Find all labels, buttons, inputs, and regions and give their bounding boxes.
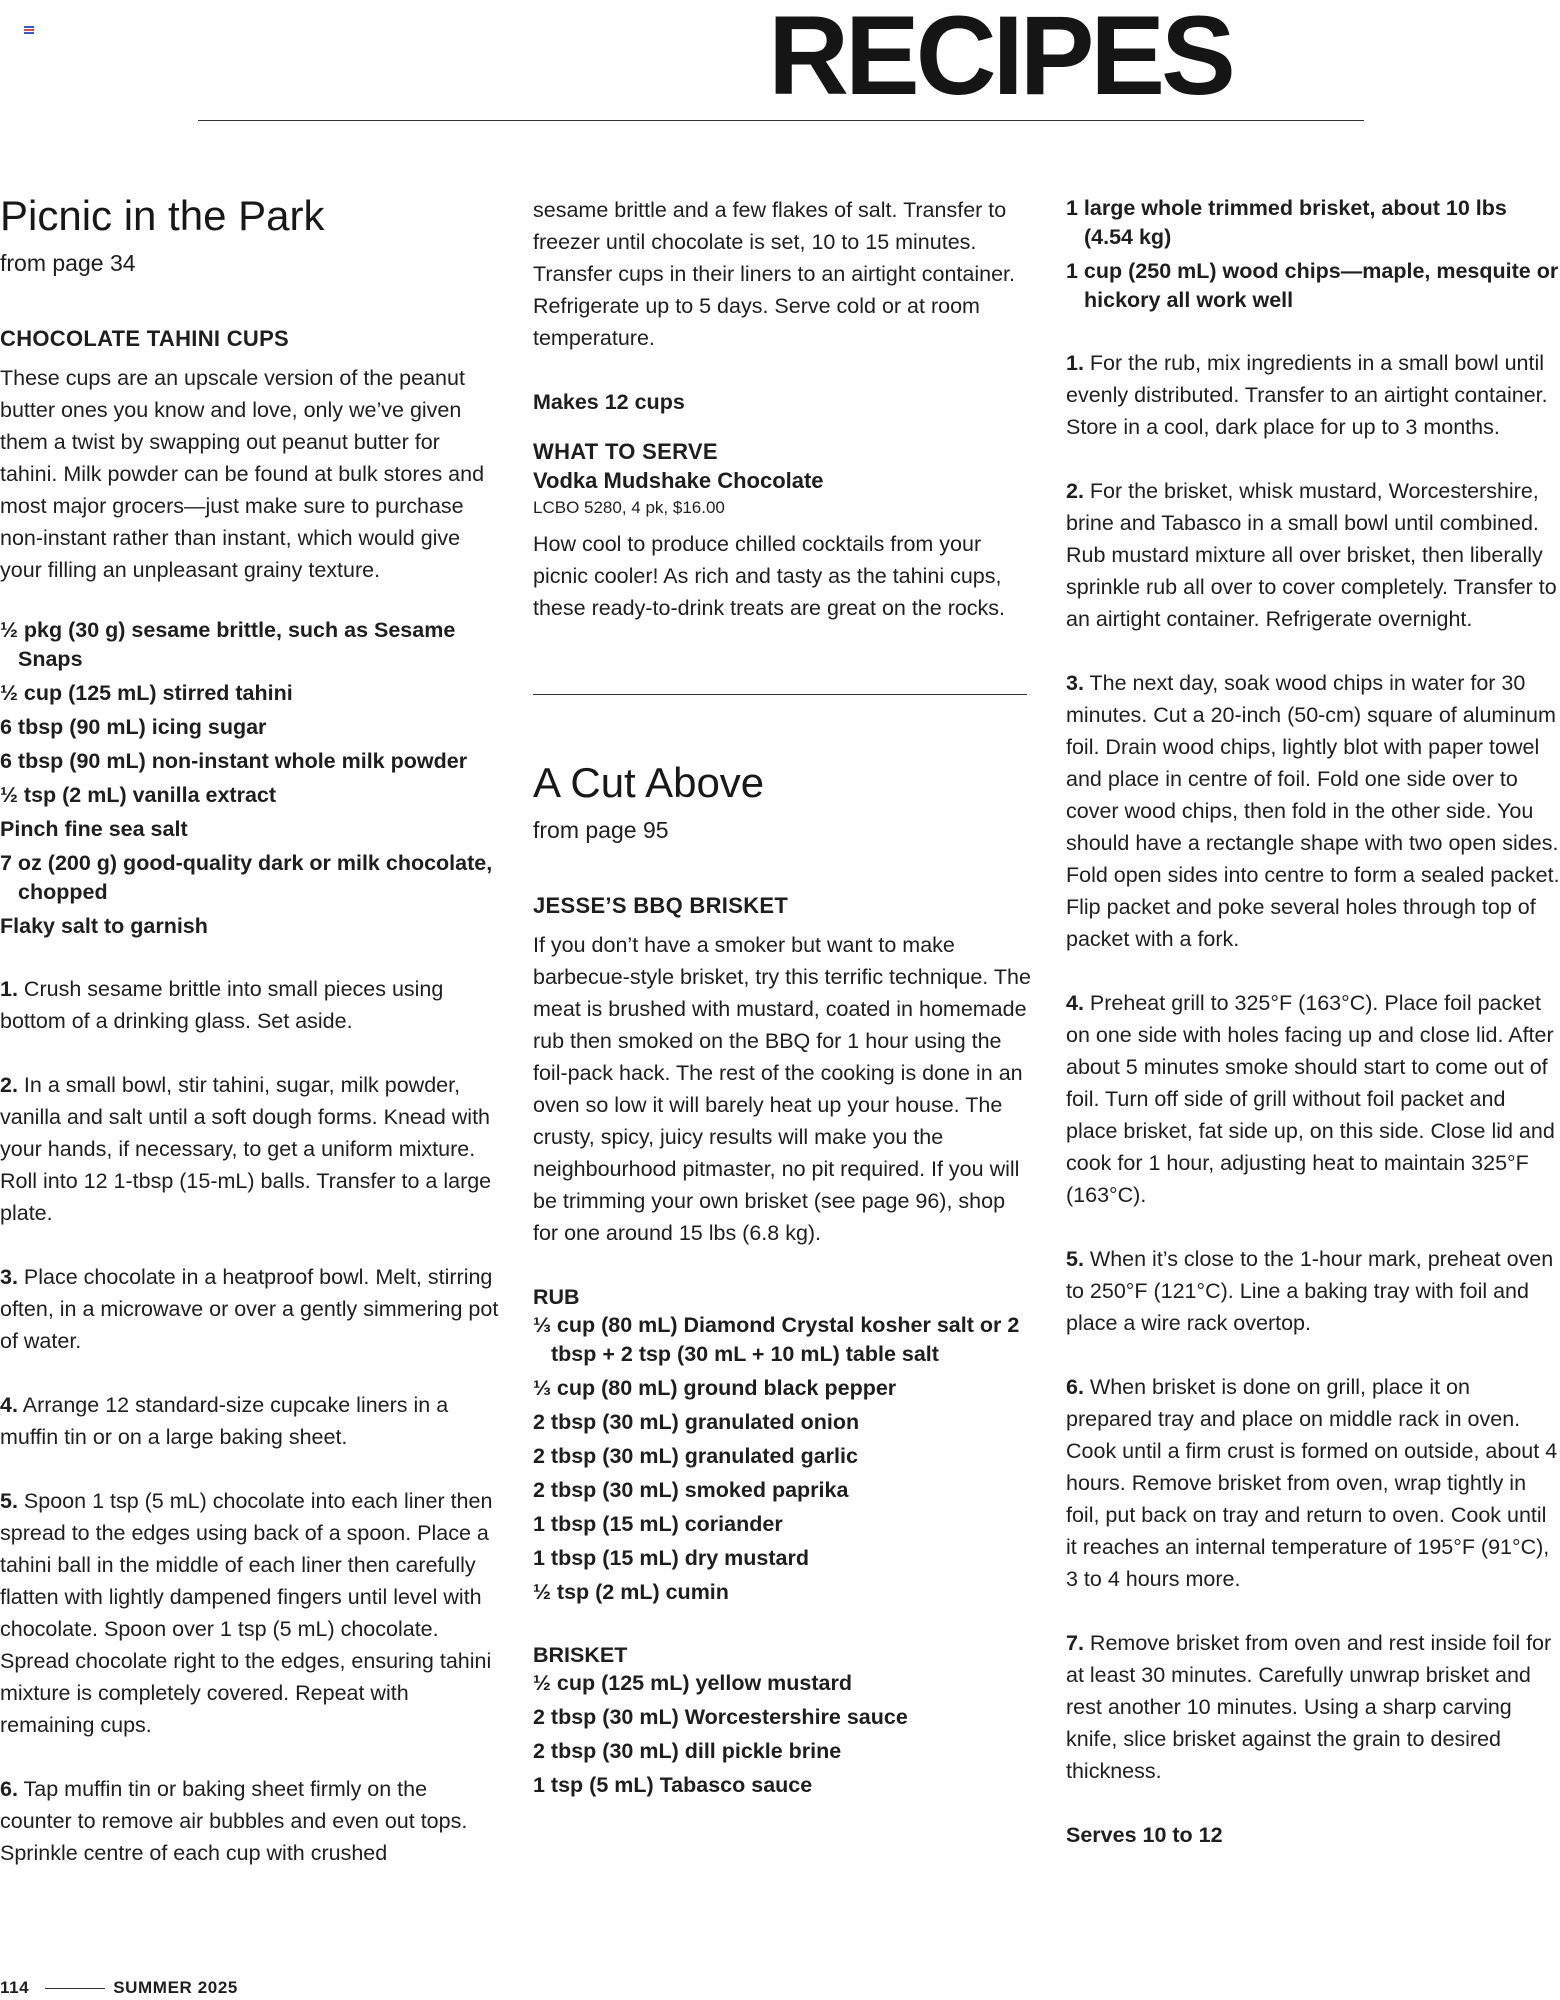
ingredient: 6 tbsp (90 mL) icing sugar (0, 715, 267, 740)
recipe-title-tahini-cups: CHOCOLATE TAHINI CUPS (0, 326, 290, 352)
brisket-ingredient-list-continued (1066, 194, 1560, 315)
method-step: 4. Preheat grill to 325°F (163°C). Place foil packet on one side with holes facing up and close lid. After about 5 minutes smoke should start to come out of foil. Turn off side of grill without foil packet and place brisket, fat side up, on this side. Close lid and cook for 1 hour, adjusting heat to maintain 325°F (163°C). (1066, 991, 1555, 1207)
ingredient: ½ pkg (30 g) sesame brittle, such as Sesame Snaps (0, 618, 456, 672)
ingredient: ½ cup (125 mL) yellow mustard (533, 1671, 853, 1696)
ingredient-list (0, 616, 500, 941)
ingredient: 2 tbsp (30 mL) granulated garlic (533, 1444, 858, 1469)
ingredient: 1 tbsp (15 mL) coriander (533, 1512, 783, 1537)
method-step: 1. Crush sesame brittle into small pieces using bottom of a drinking glass. Set aside. (0, 977, 444, 1034)
recipe-title-brisket: JESSE’S BBQ BRISKET (533, 893, 789, 919)
ingredient: 6 tbsp (90 mL) non-instant whole milk powder (0, 749, 468, 774)
ingredient: ½ cup (125 mL) stirred tahini (0, 681, 293, 706)
section-header: RECIPES (768, 0, 1232, 118)
method-step: 5. Spoon 1 tsp (5 mL) chocolate into each liner then spread to the edges using back of a spoon. Place a tahini ball in the middle of each liner then carefully flatten with lightly dampened fingers until level with chocolate. Spoon over 1 tsp (5 mL) chocolate. Spread chocolate right to the edges, ensuring tahini mixture is completely covered. Repeat with remaining cups. (0, 1489, 493, 1738)
method-step: 3. Place chocolate in a heatproof bowl. Melt, stirring often, in a microwave or over a gently simmering pot of water. (0, 1265, 499, 1354)
rub-ingredient-list (533, 1311, 1033, 1607)
ingredient: ½ tsp (2 mL) cumin (533, 1580, 729, 1605)
method-step: 3. The next day, soak wood chips in water for 30 minutes. Cut a 20-inch (50-cm) square of aluminum foil. Drain wood chips, lightly blot with paper towel and place in centre of foil. Fold one side over to cover wood chips, then fold in the other side. You should have a rectangle shape with two open sides. Fold open sides into centre to form a sealed packet. Flip packet and poke several holes through top of packet with a fork. (1066, 671, 1560, 951)
column-3 (1066, 194, 1560, 1851)
ingredient: 2 tbsp (30 mL) dill pickle brine (533, 1739, 842, 1764)
from-page-cut-above: from page 95 (533, 816, 669, 843)
ingredient: 1 large whole trimmed brisket, about 10 lbs (4.54 kg) (1066, 196, 1507, 249)
method-step: 2. For the brisket, whisk mustard, Worcestershire, brine and Tabasco in a small bowl until combined. Rub mustard mixture all over brisket, then liberally sprinkle rub all over to cover completely. Transfer to an airtight container. Refrigerate overnight. (1066, 479, 1557, 631)
rub-label: RUB (533, 1285, 580, 1310)
drink-description: How cool to produce chilled cocktails from your picnic cooler! As rich and tasty as the tahini cups, these ready-to-drink treats are great on the rocks. (533, 532, 1006, 620)
method-step-continued: sesame brittle and a few flakes of salt. Transfer to freezer until chocolate is set, 10 to 15 minutes. Transfer cups in their liners to an airtight container. Refrigerate up to 5 days. Serve cold or at room temperature. (533, 198, 1015, 350)
ingredient: 1 tsp (5 mL) Tabasco sauce (533, 1773, 813, 1798)
method-step: 6. Tap muffin tin or baking sheet firmly on the counter to remove air bubbles and even out tops. Sprinkle centre of each cup with crushed (0, 1777, 468, 1866)
page-footer (0, 1978, 238, 1998)
issue-name: SUMMER 2025 (113, 1978, 238, 1997)
recipe-intro: If you don’t have a smoker but want to make barbecue-style brisket, try this terrific technique. The meat is brushed with mustard, coated in homemade rub then smoked on the BBQ for 1 hour using the foil-pack hack. The rest of the cooking is done in an oven so low it will barely heat up your house. The crusty, spicy, juicy results will make you the neighbourhood pitmaster, no pit required. If you will be trimming your own brisket (see page 96), shop for one around 15 lbs (6.8 kg). (533, 933, 1031, 1246)
column-2 (533, 194, 1033, 1800)
recipe-yield: Makes 12 cups (533, 390, 685, 414)
from-page-picnic: from page 34 (0, 249, 136, 276)
header-divider (198, 120, 1364, 121)
ingredient: 2 tbsp (30 mL) granulated onion (533, 1410, 860, 1435)
method-step: 7. Remove brisket from oven and rest inside foil for at least 30 minutes. Carefully unwrap brisket and rest another 10 minutes. Using a sharp carving knife, slice brisket against the grain to desired thickness. (1066, 1631, 1552, 1783)
ingredient: ½ tsp (2 mL) vanilla extract (0, 783, 277, 808)
method-step: 4. Arrange 12 standard-size cupcake liners in a muffin tin or on a large baking sheet. (0, 1393, 449, 1450)
ingredient: Pinch fine sea salt (0, 817, 188, 842)
method-step: 1. For the rub, mix ingredients in a small bowl until evenly distributed. Transfer to an airtight container. Store in a cool, dark place for up to 3 months. (1066, 351, 1548, 439)
ingredient: Flaky salt to garnish (0, 914, 208, 939)
drink-name: Vodka Mudshake Chocolate (533, 468, 824, 493)
drink-details: LCBO 5280, 4 pk, $16.00 (533, 498, 725, 517)
ingredient: 1 tbsp (15 mL) dry mustard (533, 1546, 809, 1571)
ingredient: 7 oz (200 g) good-quality dark or milk chocolate, chopped (0, 851, 493, 905)
ingredient: ⅓ cup (80 mL) ground black pepper (533, 1376, 897, 1401)
recipe-intro: These cups are an upscale version of the peanut butter ones you know and love, only we’ve given them a twist by swapping out peanut butter for tahini. Milk powder can be found at bulk stores and most major grocers—just make sure to purchase non-instant rather than instant, which would give your filling an unpleasant grainy texture. (0, 366, 485, 583)
page-number: 114 (0, 1978, 30, 1997)
article-divider (533, 694, 1027, 695)
footer-rule (45, 1988, 105, 1989)
method-step: 2. In a small bowl, stir tahini, sugar, milk powder, vanilla and salt until a soft dough forms. Knead with your hands, if necessary, to get a uniform mixture. Roll into 12 1-tbsp (15-mL) balls. Transfer to a large plate. (0, 1073, 492, 1226)
ingredient: ⅓ cup (80 mL) Diamond Crystal kosher salt or 2 tbsp + 2 tsp (30 mL + 10 mL) table salt (533, 1313, 1020, 1367)
ingredient: 2 tbsp (30 mL) smoked paprika (533, 1478, 849, 1503)
method-step: 6. When brisket is done on grill, place it on prepared tray and place on middle rack in oven. Cook until a firm crust is formed on outside, about 4 hours. Remove brisket from oven, wrap tightly in foil, put back on tray and return to oven. Cook until it reaches an internal temperature of 195°F (91°C), 3 to 4 hours more. (1066, 1375, 1558, 1591)
column-1 (0, 190, 500, 1869)
ingredient: 2 tbsp (30 mL) Worcestershire sauce (533, 1705, 908, 1730)
brisket-label: BRISKET (533, 1643, 628, 1668)
ingredient: 1 cup (250 mL) wood chips—maple, mesquite or hickory all work well (1066, 259, 1559, 312)
what-to-serve-heading: WHAT TO SERVE (533, 439, 718, 464)
brisket-ingredient-list (533, 1669, 1033, 1800)
article-title-picnic: Picnic in the Park (0, 192, 325, 239)
recipe-yield: Serves 10 to 12 (1066, 1823, 1223, 1847)
method-step: 5. When it’s close to the 1-hour mark, preheat oven to 250°F (121°C). Line a baking tray with foil and place a wire rack overtop. (1066, 1247, 1554, 1335)
article-title-cut-above: A Cut Above (533, 759, 765, 806)
